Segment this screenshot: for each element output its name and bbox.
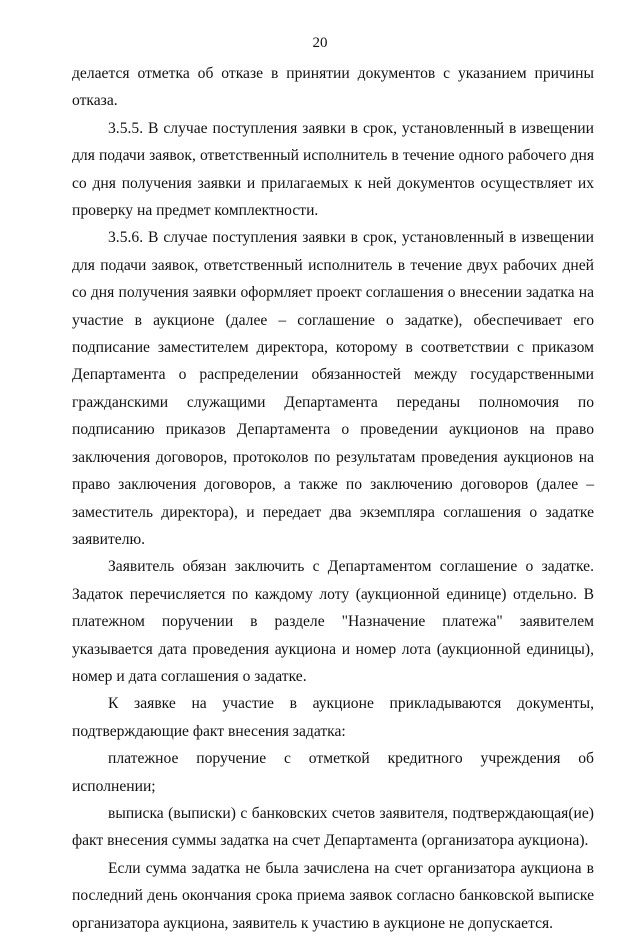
paragraph-3-5-6: 3.5.6. В случае поступления заявки в срок, установленный в извещении для подачи заявок, ответственный исполнитель в течение двух рабочих дней со дня получения заявки оформляет проект соглашения о внесении задатка на участие в аукционе (далее – соглашение о задатке), обеспечивает его подписание заместителем директора, которому в соответствии с приказом Департамента о распределении обязанностей между государственными гражданскими служащими Департамента переданы полномочия по подписанию приказов Департамента о проведении аукционов на право заключения договоров, протоколов по результатам проведения аукционов на право заключения договоров, а также по заключению договоров (далее – заместитель директора), и передает два экземпляра соглашения о задатке заявителю. [72, 229, 594, 548]
paragraph-3-5-5: 3.5.5. В случае поступления заявки в срок, установленный в извещении для подачи заявок, ответственный исполнитель в течение одного рабочего дня со дня получения заявки и прилагаемых к ней документов осуществляет их проверку на предмет комплектности. [72, 119, 594, 220]
paragraph-deposit-not-credited: Если сумма задатка не была зачислена на счет организатора аукциона в последний день окончания срока приема заявок согласно банковской выписке организатора аукциона, заявитель к участию в аукционе не допускается. [72, 859, 594, 932]
paragraph-refusal-note: делается отметка об отказе в принятии документов с указанием причины отказа. [72, 65, 594, 110]
paragraph-payment-order: платежное поручение с отметкой кредитного учреждения об исполнении; [72, 750, 594, 795]
document-body [72, 60, 594, 937]
paragraph-bank-statement: выписка (выписки) с банковских счетов заявителя, подтверждающая(ие) факт внесения суммы задатка на счет Департамента (организатора аукциона). [72, 804, 594, 850]
page-number: 20 [312, 35, 328, 51]
paragraph-deposit-documents: К заявке на участие в аукционе прикладываются документы, подтверждающие факт внесения задатка: [72, 695, 594, 740]
paragraph-deposit-agreement: Заявитель обязан заключить с Департаментом соглашение о задатке. Задаток перечисляется по каждому лоту (аукционной единице) отдельно. В платежном поручении в разделе "Назначение платежа" заявителем указывается дата проведения аукциона и номер лота (аукционной единицы), номер и дата соглашения о задатке. [72, 558, 594, 685]
